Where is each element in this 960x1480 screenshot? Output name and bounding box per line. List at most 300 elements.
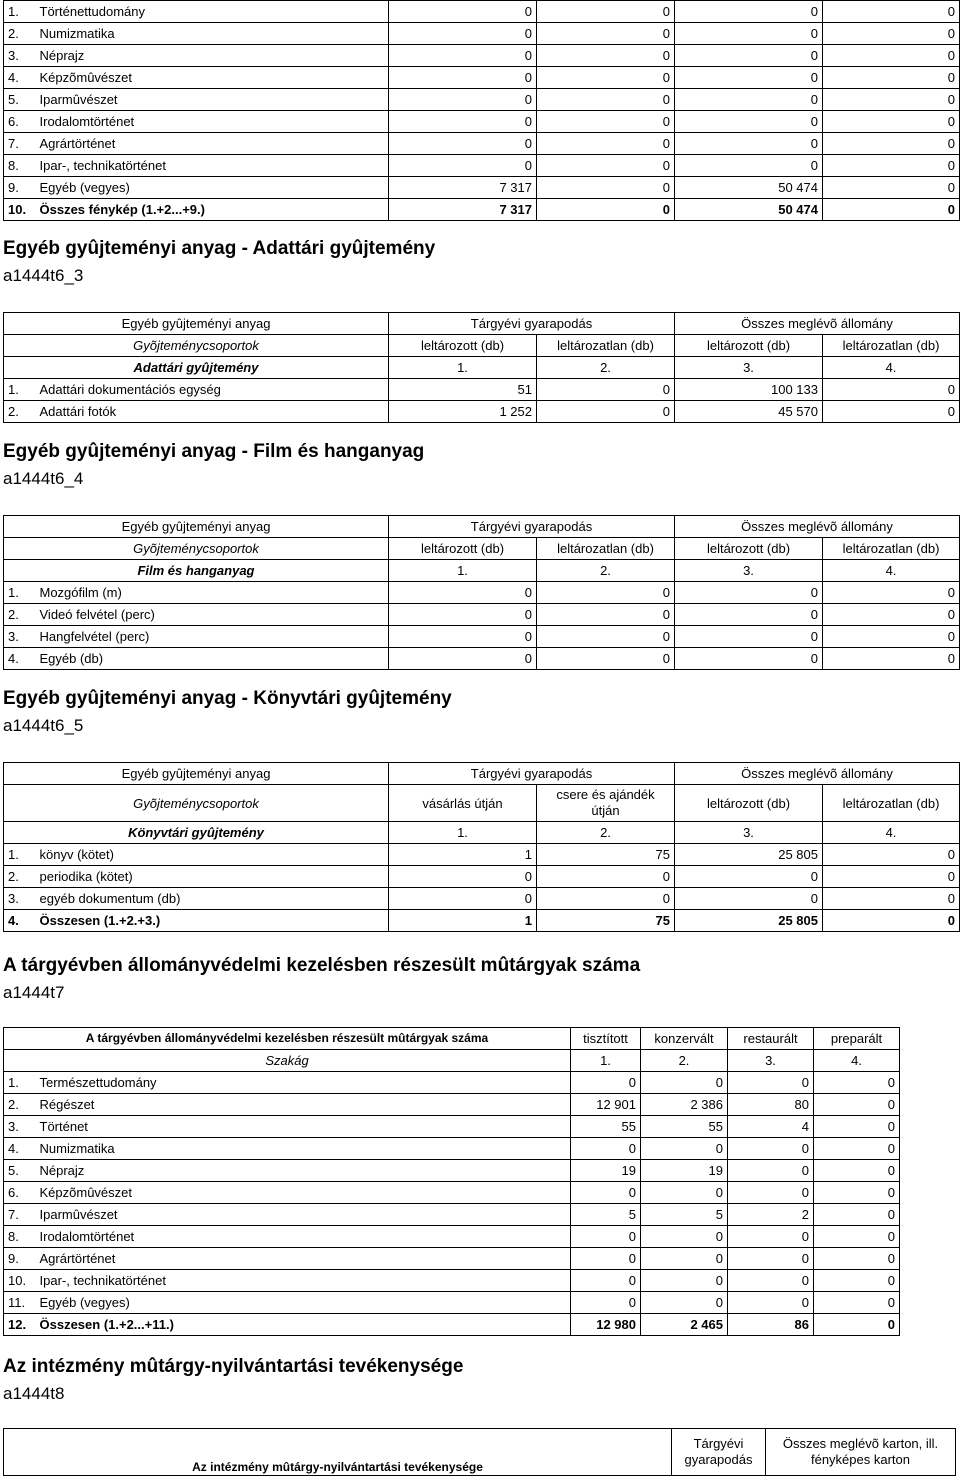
value-cell: 25 805 [675,910,823,932]
table-row [4,401,960,423]
value-cell: 0 [814,1182,900,1204]
row-number: 11. [4,1292,36,1314]
value-cell: 0 [537,1,675,23]
table-row [4,89,960,111]
value-cell: 0 [389,111,537,133]
value-cell: 19 [571,1160,641,1182]
value-cell: 0 [537,888,675,910]
row-number: 7. [4,133,36,155]
value-cell: 80 [728,1094,814,1116]
value-cell: 0 [389,866,537,888]
table-row [4,1,960,23]
header-cell: 4. [823,822,960,844]
value-cell: 0 [641,1182,728,1204]
value-cell: 0 [641,1292,728,1314]
row-label: Néprajz [36,45,389,67]
value-cell: 0 [675,45,823,67]
table-header-row [4,313,960,335]
header-cell: 2. [537,822,675,844]
value-cell: 0 [537,111,675,133]
table-row [4,1094,900,1116]
row-label: Iparmûvészet [36,1204,571,1226]
value-cell: 0 [675,133,823,155]
row-number: 3. [4,45,36,67]
table-row [4,844,960,866]
value-cell: 0 [389,23,537,45]
table-row [4,582,960,604]
table-row [4,155,960,177]
table-row [4,45,960,67]
value-cell: 0 [571,1182,641,1204]
value-cell: 0 [823,133,960,155]
row-number: 3. [4,1116,36,1138]
header-cell: 4. [814,1050,900,1072]
header-cell: leltározott (db) [675,335,823,357]
table-row [4,626,960,648]
header-cell: 1. [389,560,537,582]
header-cell: Az intézmény mûtárgy-nyilvántartási tevékenysége [4,1429,672,1476]
row-number: 1. [4,1072,36,1094]
value-cell: 7 317 [389,199,537,221]
table-row [4,1248,900,1270]
table-row [4,1182,900,1204]
value-cell: 0 [537,199,675,221]
table-header-row [4,785,960,822]
section-code-adattari: a1444t6_3 [3,266,84,285]
value-cell: 0 [389,45,537,67]
header-cell: Gyõjteménycsoportok [4,335,389,357]
value-cell: 0 [675,155,823,177]
row-number: 6. [4,111,36,133]
header-cell: Összes meglévõ karton, ill. fényképes karton [766,1429,956,1476]
value-cell: 0 [389,626,537,648]
header-cell: 1. [571,1050,641,1072]
header-cell: Film és hanganyag [4,560,389,582]
table-row [4,1314,900,1336]
row-label: Videó felvétel (perc) [36,604,389,626]
table-row [4,133,960,155]
row-number: 4. [4,910,36,932]
header-cell: 4. [823,357,960,379]
table-header-row [4,357,960,379]
row-label: Adattári dokumentációs egység [36,379,389,401]
value-cell: 50 474 [675,177,823,199]
value-cell: 0 [823,45,960,67]
value-cell: 0 [823,379,960,401]
header-cell: Gyõjteménycsoportok [4,538,389,560]
header-cell: Tárgyévi gyarapodás [389,313,675,335]
section-code-film: a1444t6_4 [3,469,84,488]
row-label: periodika (kötet) [36,866,389,888]
row-number: 10. [4,199,36,221]
header-cell: Egyéb gyûjteményi anyag [4,763,389,785]
value-cell: 0 [389,1,537,23]
value-cell: 50 474 [675,199,823,221]
header-cell: Egyéb gyûjteményi anyag [4,313,389,335]
header-cell: Összes meglévõ állomány [675,763,960,785]
table-row [4,1072,900,1094]
value-cell: 0 [814,1270,900,1292]
table-row [4,1292,900,1314]
header-cell: leltározatlan (db) [823,335,960,357]
header-cell: Összes meglévõ állomány [675,313,960,335]
header-cell: Tárgyévi gyarapodás [672,1429,766,1476]
header-cell: Gyõjteménycsoportok [4,785,389,822]
row-number: 1. [4,582,36,604]
value-cell: 0 [814,1072,900,1094]
header-cell: A tárgyévben állományvédelmi kezelésben részesült mûtárgyak száma [4,1028,571,1050]
value-cell: 0 [571,1072,641,1094]
row-label: Egyéb (vegyes) [36,1292,571,1314]
row-number: 1. [4,1,36,23]
header-cell: leltározott (db) [389,335,537,357]
table-row [4,67,960,89]
value-cell: 7 317 [389,177,537,199]
header-cell: 3. [675,822,823,844]
value-cell: 0 [641,1072,728,1094]
header-cell: konzervált [641,1028,728,1050]
nyilvantartas-table-block [3,1428,956,1476]
value-cell: 0 [728,1248,814,1270]
value-cell: 0 [675,626,823,648]
value-cell: 0 [728,1292,814,1314]
header-cell: tisztított [571,1028,641,1050]
table-row [4,866,960,888]
film-table-block [3,515,960,670]
value-cell: 0 [728,1160,814,1182]
value-cell: 0 [728,1138,814,1160]
row-label: Ipar-, technikatörténet [36,1270,571,1292]
row-label: Numizmatika [36,23,389,45]
row-number: 3. [4,626,36,648]
header-cell: Tárgyévi gyarapodás [389,763,675,785]
film-table [3,515,960,670]
table-row [4,1116,900,1138]
value-cell: 0 [823,111,960,133]
value-cell: 0 [728,1072,814,1094]
value-cell: 5 [571,1204,641,1226]
value-cell: 2 386 [641,1094,728,1116]
nyilvantartas-table [3,1428,956,1476]
row-number: 1. [4,844,36,866]
value-cell: 0 [389,133,537,155]
value-cell: 0 [537,379,675,401]
value-cell: 45 570 [675,401,823,423]
row-label: Néprajz [36,1160,571,1182]
value-cell: 0 [823,1,960,23]
value-cell: 0 [537,648,675,670]
header-cell: 2. [537,357,675,379]
value-cell: 0 [814,1094,900,1116]
value-cell: 0 [389,582,537,604]
value-cell: 0 [389,89,537,111]
header-cell: 3. [675,357,823,379]
row-label: Numizmatika [36,1138,571,1160]
row-label: Képzõmûvészet [36,1182,571,1204]
table-header-row [4,335,960,357]
value-cell: 0 [537,133,675,155]
row-number: 12. [4,1314,36,1336]
header-cell: leltározatlan (db) [537,335,675,357]
row-label: Irodalomtörténet [36,111,389,133]
value-cell: 0 [537,866,675,888]
value-cell: 0 [728,1182,814,1204]
table-row [4,177,960,199]
value-cell: 2 [728,1204,814,1226]
value-cell: 1 [389,844,537,866]
section-code-nyilvantartas: a1444t8 [3,1384,65,1403]
value-cell: 0 [571,1226,641,1248]
value-cell: 0 [728,1270,814,1292]
value-cell: 25 805 [675,844,823,866]
section-code-allomanyvedelem: a1444t7 [3,983,65,1002]
header-cell: vásárlás útján [389,785,537,822]
value-cell: 0 [823,199,960,221]
header-cell: Adattári gyûjtemény [4,357,389,379]
row-number: 2. [4,401,36,423]
value-cell: 12 901 [571,1094,641,1116]
header-cell: Egyéb gyûjteményi anyag [4,516,389,538]
row-number: 10. [4,1270,36,1292]
header-cell: leltározott (db) [675,785,823,822]
value-cell: 0 [641,1248,728,1270]
section-title-adattari: Egyéb gyûjteményi anyag - Adattári gyûjtemény [3,238,436,259]
header-cell: 3. [675,560,823,582]
row-label: Hangfelvétel (perc) [36,626,389,648]
value-cell: 0 [537,23,675,45]
value-cell: 5 [641,1204,728,1226]
value-cell: 0 [823,844,960,866]
row-label: Mozgófilm (m) [36,582,389,604]
value-cell: 0 [675,648,823,670]
table-header-row [4,516,960,538]
section-title-allomanyvedelem: A tárgyévben állományvédelmi kezelésben részesült mûtárgyak száma [3,955,641,976]
table-header-row [4,822,960,844]
table-row [4,910,960,932]
row-label: Összesen (1.+2...+11.) [36,1314,571,1336]
header-cell: preparált [814,1028,900,1050]
table-row [4,888,960,910]
value-cell: 0 [814,1204,900,1226]
row-label: Összesen (1.+2.+3.) [36,910,389,932]
table-row [4,111,960,133]
value-cell: 0 [571,1270,641,1292]
value-cell: 0 [675,23,823,45]
value-cell: 0 [814,1248,900,1270]
table-row [4,1270,900,1292]
table-row [4,1138,900,1160]
value-cell: 0 [814,1116,900,1138]
header-cell: Összes meglévõ állomány [675,516,960,538]
allomanyvedelem-table-block [3,1027,900,1336]
section-title-konyvtari: Egyéb gyûjteményi anyag - Könyvtári gyûjtemény [3,688,452,709]
value-cell: 75 [537,910,675,932]
row-label: Történettudomány [36,1,389,23]
row-label: Ipar-, technikatörténet [36,155,389,177]
table-row [4,648,960,670]
value-cell: 0 [537,604,675,626]
value-cell: 0 [675,582,823,604]
header-cell: Tárgyévi gyarapodás [389,516,675,538]
header-cell: leltározott (db) [389,538,537,560]
row-label: Agrártörténet [36,133,389,155]
value-cell: 0 [389,155,537,177]
value-cell: 0 [537,177,675,199]
value-cell: 19 [641,1160,728,1182]
value-cell: 0 [814,1138,900,1160]
row-number: 8. [4,155,36,177]
value-cell: 0 [675,888,823,910]
value-cell: 100 133 [675,379,823,401]
konyvtari-table-block [3,762,960,932]
value-cell: 0 [675,1,823,23]
table-row [4,1226,900,1248]
value-cell: 0 [389,888,537,910]
row-number: 1. [4,379,36,401]
table-header-row [4,1028,900,1050]
photo-table [3,0,960,221]
table-row [4,199,960,221]
row-label: Természettudomány [36,1072,571,1094]
value-cell: 12 980 [571,1314,641,1336]
value-cell: 0 [675,111,823,133]
value-cell: 0 [675,67,823,89]
header-cell: 1. [389,357,537,379]
value-cell: 51 [389,379,537,401]
value-cell: 0 [537,89,675,111]
value-cell: 0 [641,1270,728,1292]
header-cell: Szakág [4,1050,571,1072]
table-row [4,1204,900,1226]
row-number: 9. [4,177,36,199]
table-header-row [4,1050,900,1072]
value-cell: 0 [823,401,960,423]
header-cell: Könyvtári gyûjtemény [4,822,389,844]
table-header-row [4,560,960,582]
value-cell: 0 [814,1314,900,1336]
value-cell: 55 [571,1116,641,1138]
row-number: 8. [4,1226,36,1248]
row-label: Egyéb (db) [36,648,389,670]
value-cell: 0 [823,89,960,111]
row-number: 6. [4,1182,36,1204]
value-cell: 86 [728,1314,814,1336]
value-cell: 0 [537,401,675,423]
row-label: egyéb dokumentum (db) [36,888,389,910]
row-number: 9. [4,1248,36,1270]
value-cell: 55 [641,1116,728,1138]
allomanyvedelem-table [3,1027,900,1336]
value-cell: 0 [823,888,960,910]
row-number: 5. [4,89,36,111]
value-cell: 0 [728,1226,814,1248]
row-number: 4. [4,648,36,670]
value-cell: 0 [571,1292,641,1314]
value-cell: 0 [675,89,823,111]
header-cell: 4. [823,560,960,582]
value-cell: 4 [728,1116,814,1138]
section-code-konyvtari: a1444t6_5 [3,716,84,735]
row-number: 2. [4,23,36,45]
row-label: Irodalomtörténet [36,1226,571,1248]
header-cell: leltározott (db) [675,538,823,560]
table-row [4,379,960,401]
table-header-row [4,1429,956,1476]
value-cell: 1 252 [389,401,537,423]
section-title-film: Egyéb gyûjteményi anyag - Film és hanganyag [3,441,425,462]
row-number: 2. [4,1094,36,1116]
header-cell: 2. [537,560,675,582]
value-cell: 0 [823,155,960,177]
table-row [4,1160,900,1182]
row-label: Agrártörténet [36,1248,571,1270]
row-label: Összes fénykép (1.+2...+9.) [36,199,389,221]
photo-table-block [3,0,960,221]
row-number: 5. [4,1160,36,1182]
adattari-table [3,312,960,423]
header-cell: 2. [641,1050,728,1072]
value-cell: 0 [823,866,960,888]
header-cell: leltározatlan (db) [823,538,960,560]
row-label: Régészet [36,1094,571,1116]
value-cell: 0 [389,604,537,626]
value-cell: 0 [537,67,675,89]
value-cell: 0 [823,582,960,604]
value-cell: 0 [641,1226,728,1248]
row-label: könyv (kötet) [36,844,389,866]
header-cell: 3. [728,1050,814,1072]
value-cell: 0 [571,1138,641,1160]
value-cell: 0 [823,604,960,626]
konyvtari-table [3,762,960,932]
row-label: Iparmûvészet [36,89,389,111]
table-header-row [4,763,960,785]
header-cell: leltározatlan (db) [823,785,960,822]
row-label: Történet [36,1116,571,1138]
value-cell: 0 [823,910,960,932]
row-label: Egyéb (vegyes) [36,177,389,199]
row-label: Képzõmûvészet [36,67,389,89]
row-number: 2. [4,866,36,888]
value-cell: 1 [389,910,537,932]
value-cell: 0 [675,604,823,626]
table-header-row [4,538,960,560]
value-cell: 0 [675,866,823,888]
table-row [4,604,960,626]
value-cell: 0 [814,1292,900,1314]
value-cell: 0 [823,67,960,89]
row-number: 3. [4,888,36,910]
row-label: Adattári fotók [36,401,389,423]
header-cell: leltározatlan (db) [537,538,675,560]
value-cell: 0 [823,648,960,670]
value-cell: 0 [823,626,960,648]
row-number: 2. [4,604,36,626]
value-cell: 0 [389,648,537,670]
value-cell: 0 [389,67,537,89]
value-cell: 0 [823,23,960,45]
row-number: 7. [4,1204,36,1226]
header-cell: csere és ajándék útján [537,785,675,822]
header-cell: 1. [389,822,537,844]
value-cell: 0 [537,582,675,604]
value-cell: 0 [823,177,960,199]
value-cell: 0 [571,1248,641,1270]
value-cell: 0 [537,45,675,67]
value-cell: 0 [641,1138,728,1160]
value-cell: 0 [814,1226,900,1248]
header-cell: restaurált [728,1028,814,1050]
